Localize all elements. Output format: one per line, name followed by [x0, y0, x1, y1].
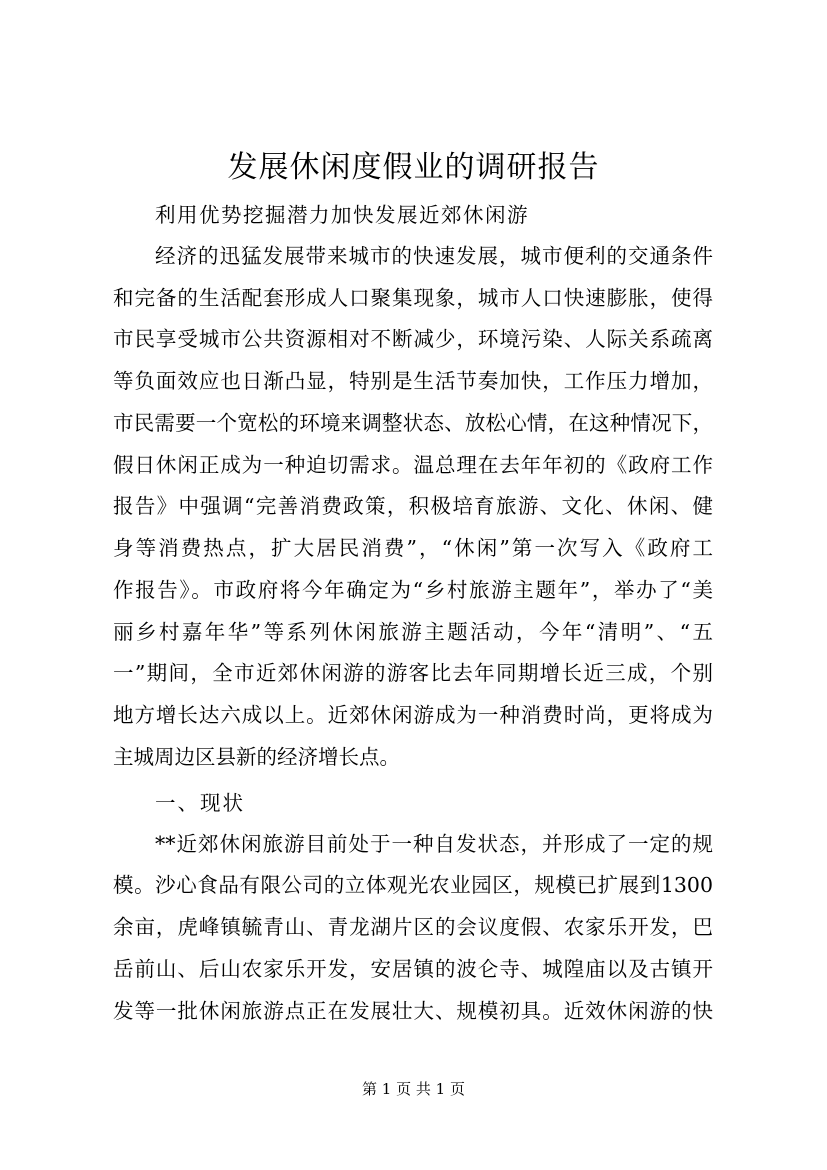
document-subtitle: 利用优势挖掘潜力加快发展近郊休闲游	[155, 203, 529, 227]
document-title: 发展休闲度假业的调研报告	[227, 150, 600, 185]
paragraph-line: 主城周边区县新的经济增长点。	[113, 745, 400, 769]
paragraph-line: 等负面效应也日渐凸显，特别是生活节奏加快，工作压力增加，	[113, 369, 713, 393]
paragraph-line: 身等消费热点，扩大居民消费”，“休闲”第一次写入《政府工	[113, 536, 713, 560]
paragraph-line: 作报告》。市政府将今年确定为“乡村旅游主题年”，举办了“美	[113, 578, 713, 602]
paragraph-line: 和完备的生活配套形成人口聚集现象，城市人口快速膨胀，使得	[113, 286, 713, 310]
paragraph-line: 地方增长达六成以上。近郊休闲游成为一种消费时尚，更将成为	[113, 703, 713, 727]
paragraph-line: 发等一批休闲旅游点正在发展壮大、规模初具。近效休闲游的快	[113, 999, 713, 1023]
paragraph-line: **近郊休闲旅游目前处于一种自发状态，并形成了一定的规	[155, 832, 713, 856]
section-heading: 一、现状	[155, 791, 245, 815]
paragraph-line: 经济的迅猛发展带来城市的快速发展，城市便利的交通条件	[155, 244, 713, 268]
paragraph-line: 假日休闲正成为一种迫切需求。温总理在去年年初的《政府工作	[113, 453, 713, 477]
page-number-footer: 第 1 页 共 1 页	[362, 1080, 465, 1098]
paragraph-line: 模。沙心食品有限公司的立体观光农业园区，规模已扩展到1300	[113, 873, 713, 897]
paragraph-line: 丽乡村嘉年华”等系列休闲旅游主题活动，今年“清明”、“五	[113, 620, 713, 644]
paragraph-line: 报告》中强调“完善消费政策，积极培育旅游、文化、休闲、健	[113, 494, 713, 518]
paragraph-line: 岳前山、后山农家乐开发，安居镇的波仑寺、城隍庙以及古镇开	[113, 957, 713, 981]
paragraph-line: 一”期间，全市近郊休闲游的游客比去年同期增长近三成，个别	[113, 661, 713, 685]
paragraph-line: 市民需要一个宽松的环境来调整状态、放松心情，在这种情况下，	[113, 411, 713, 435]
paragraph-line: 余亩，虎峰镇毓青山、青龙湖片区的会议度假、农家乐开发，巴	[113, 915, 713, 939]
paragraph-line: 市民享受城市公共资源相对不断减少，环境污染、人际关系疏离	[113, 327, 713, 351]
